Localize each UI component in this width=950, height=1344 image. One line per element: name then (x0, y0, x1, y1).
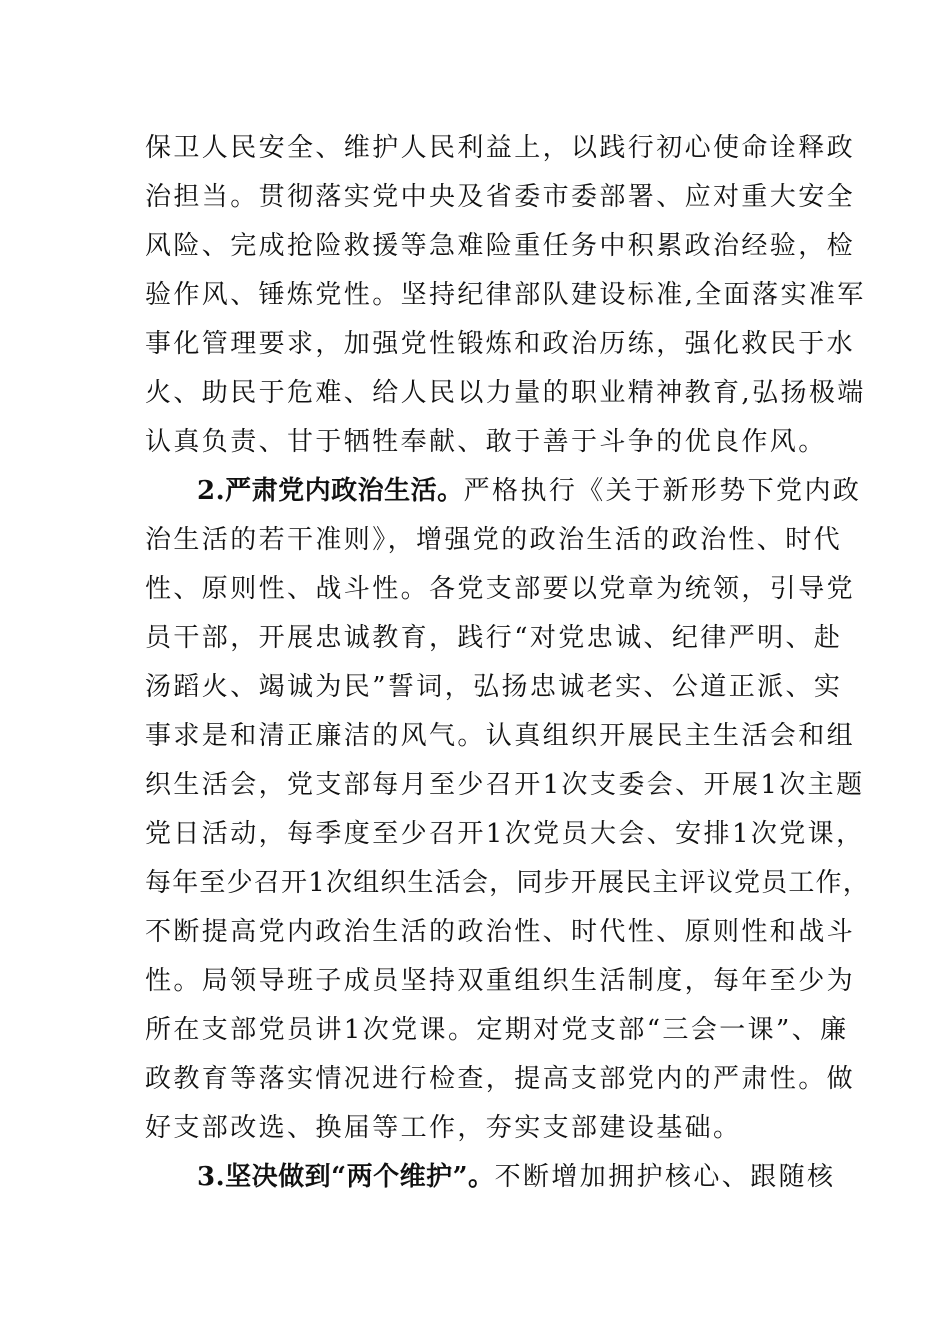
line-text: 好支部改选、换届等工作，夯实支部建设基础。 (145, 1113, 742, 1143)
text-line-10 (145, 565, 856, 614)
line-text: 治担当。贯彻落实党中央及省委市委部署、应对重大安全 (145, 182, 856, 212)
line-text: 事求是和清正廉洁的风气。认真组织开展民主生活会和组 (145, 721, 856, 751)
text-line-9 (145, 516, 843, 565)
text-line-21 (145, 1104, 835, 1153)
text-line-12 (145, 663, 843, 712)
section-heading-2 (145, 467, 862, 516)
document-body (145, 124, 870, 1202)
text-line-19 (145, 1006, 849, 1055)
text-line-16 (145, 859, 870, 908)
line-text: 火、助民于危难、给人民以力量的职业精神教育,弘扬极端 (145, 378, 866, 408)
text-line-1 (145, 124, 856, 173)
line-text: 治生活的若干准则》，增强党的政治生活的政治性、时代 (145, 525, 843, 555)
text-line-3 (145, 222, 856, 271)
text-line-5 (145, 320, 856, 369)
line-text: 每年至少召开1次组织生活会，同步开展民主评议党员工作， (145, 868, 870, 898)
text-line-20 (145, 1055, 856, 1104)
text-line-15 (145, 810, 865, 859)
line-text: 验作风、锤炼党性。坚持纪律部队建设标准,全面落实准军 (145, 280, 866, 310)
line-text: 政教育等落实情况进行检查，提高支部党内的严肃性。做 (145, 1064, 856, 1094)
text-line-7 (145, 418, 835, 467)
line-text: 汤蹈火、竭诚为民”誓词，弘扬忠诚老实、公道正派、实 (145, 672, 843, 702)
line-text: 认真负责、甘于牺牲奉献、敢于善于斗争的优良作风。 (145, 427, 827, 457)
text-line-4 (145, 271, 866, 320)
text-line-11 (145, 614, 843, 663)
line-text: 员干部，开展忠诚教育，践行“对党忠诚、纪律严明、赴 (145, 623, 843, 653)
section-title-3: 3.坚决做到“两个维护”。 (197, 1162, 495, 1192)
line-text: 事化管理要求，加强党性锻炼和政治历练，强化救民于水 (145, 329, 856, 359)
line-text: 保卫人民安全、维护人民利益上，以践行初心使命诠释政 (145, 133, 856, 163)
text-line-13 (145, 712, 856, 761)
text-line-14 (145, 761, 865, 810)
text-line-18 (145, 957, 856, 1006)
section-heading-3 (145, 1153, 835, 1202)
line-text: 性、原则性、战斗性。各党支部要以党章为统领，引导党 (145, 574, 856, 604)
line-text: 性。局领导班子成员坚持双重组织生活制度，每年至少为 (145, 966, 856, 996)
line-text: 所在支部党员讲1次党课。定期对党支部“三会一课”、廉 (145, 1015, 849, 1045)
text-line-2 (145, 173, 856, 222)
line-text: 严格执行《关于新形势下党内政 (463, 476, 862, 506)
section-title-2: 2.严肃党内政治生活。 (197, 476, 464, 506)
text-line-6 (145, 369, 866, 418)
line-text: 织生活会，党支部每月至少召开1次支委会、开展1次主题 (145, 770, 865, 800)
line-text: 风险、完成抢险救援等急难险重任务中积累政治经验，检 (145, 231, 856, 261)
line-text: 党日活动，每季度至少召开1次党员大会、安排1次党课， (145, 819, 865, 849)
text-line-17 (145, 908, 856, 957)
line-text: 不断提高党内政治生活的政治性、时代性、原则性和战斗 (145, 917, 856, 947)
line-text: 不断增加拥护核心、跟随核 (494, 1162, 836, 1192)
